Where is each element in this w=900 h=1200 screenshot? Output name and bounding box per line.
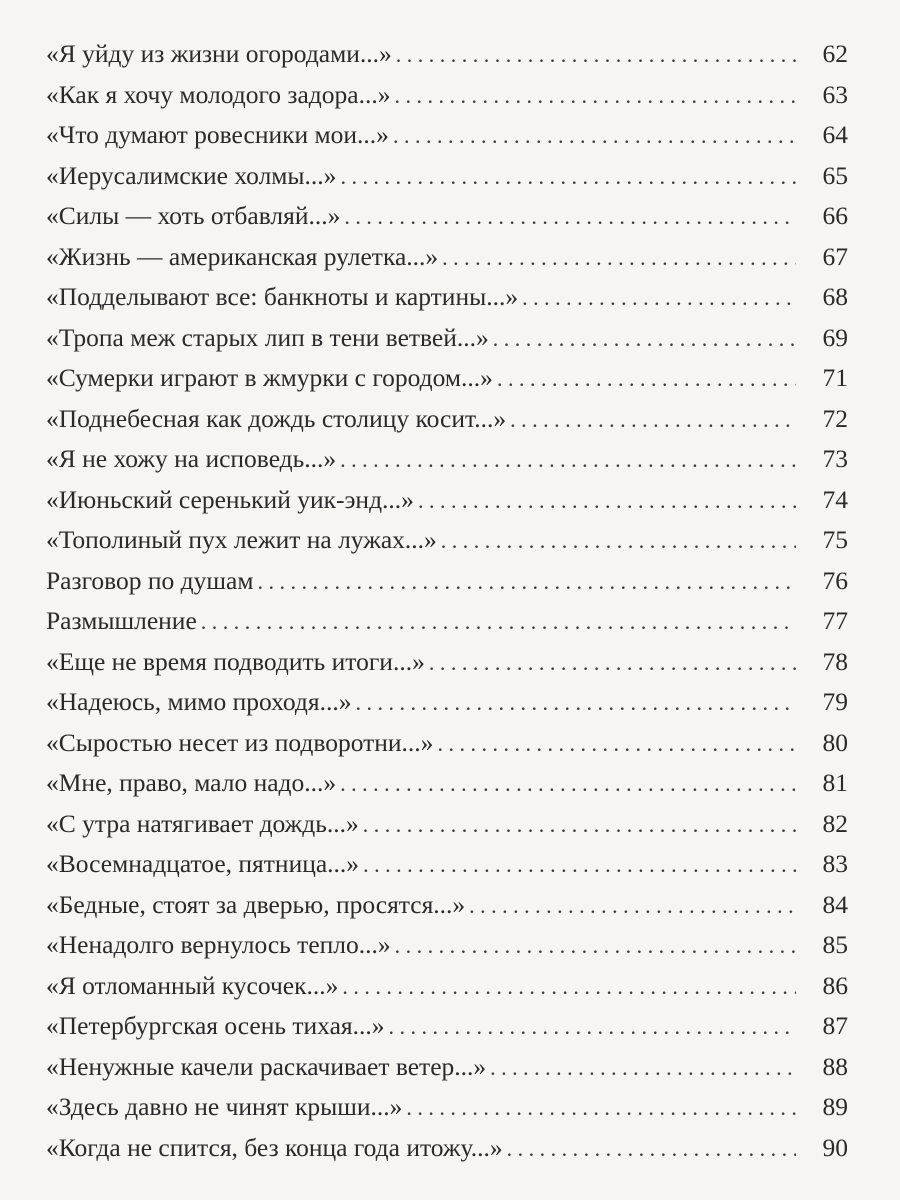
toc-entry: [46, 439, 848, 480]
toc-entry-page: 79: [822, 687, 848, 716]
dot-leader: [437, 724, 796, 765]
toc-entry: [46, 561, 848, 602]
toc-entry: [46, 196, 848, 237]
toc-entry: [46, 1006, 848, 1047]
toc-entry-page: 73: [822, 444, 848, 473]
toc-entry-page: 69: [822, 322, 848, 352]
toc-entry-title: «Силы — хоть отбавляй...»: [46, 201, 341, 230]
toc-entry-title: «Что думают ровесники мои...»: [46, 120, 389, 149]
toc-entry-page: 71: [822, 363, 848, 392]
dot-leader: [340, 764, 796, 805]
toc-entry-page: 85: [822, 930, 848, 959]
toc-entry-title: «Тропа меж старых лип в тени ветвей...»: [46, 322, 489, 352]
toc-entry: [46, 156, 848, 197]
toc-entry-page: 72: [822, 403, 848, 433]
dot-leader: [442, 238, 796, 279]
toc-entry-title: «Подделывают все: банкноты и картины...»: [46, 282, 519, 311]
toc-entry-page: 67: [822, 241, 848, 271]
toc-entry-title: «Мне, право, мало надо...»: [46, 768, 337, 797]
toc-entry-title: «Я отломанный кусочек...»: [46, 970, 339, 1000]
dot-leader: [418, 481, 796, 522]
toc-entry-page: 63: [822, 79, 848, 109]
toc-entry: [46, 804, 848, 845]
toc-entry-title: «Еще не время подводить итоги...»: [46, 646, 425, 676]
toc-entry-title: Размышление: [46, 606, 197, 635]
dot-leader: [497, 359, 796, 400]
toc-entry-title: «Иерусалимские холмы...»: [46, 160, 337, 190]
dot-leader: [469, 886, 796, 927]
toc-entry-page: 83: [822, 849, 848, 878]
dot-leader: [342, 967, 796, 1008]
toc-entry: [46, 682, 848, 723]
dot-leader: [493, 319, 796, 360]
toc-entry-title: «Ненадолго вернулось тепло...»: [46, 930, 391, 959]
dot-leader: [490, 1048, 796, 1089]
toc-entry-page: 76: [822, 565, 848, 595]
dot-leader: [363, 845, 796, 886]
dot-leader: [429, 643, 796, 684]
toc-entry-title: «Тополиный пух лежит на лужах...»: [46, 525, 437, 554]
toc-entry-page: 62: [822, 39, 848, 68]
toc-entry-page: 87: [822, 1011, 848, 1040]
toc-entry-page: 89: [822, 1092, 848, 1121]
toc-entry-title: «Бедные, стоят за дверью, просятся...»: [46, 889, 466, 919]
dot-leader: [406, 1088, 796, 1129]
toc-entry: [46, 763, 848, 804]
toc-entry: [46, 642, 848, 683]
toc-entry: [46, 1047, 848, 1088]
dot-leader: [340, 440, 796, 481]
toc-entry-title: Разговор по душам: [46, 565, 254, 595]
dot-leader: [395, 926, 796, 967]
toc-entry-page: 84: [822, 889, 848, 919]
toc-entry-title: «Сыростью несет из подворотни...»: [46, 727, 434, 757]
dot-leader: [510, 400, 796, 441]
toc-entry-title: «Я не хожу на исповедь...»: [46, 444, 337, 473]
dot-leader: [363, 805, 796, 846]
toc-entry-page: 77: [822, 606, 848, 635]
dot-leader: [394, 76, 796, 117]
toc-entry: [46, 844, 848, 885]
toc-entry: [46, 480, 848, 521]
dot-leader: [396, 35, 796, 76]
toc-entry: [46, 1087, 848, 1128]
toc-entry-title: «Как я хочу молодого задора...»: [46, 79, 391, 109]
table-of-contents: [46, 34, 848, 1168]
toc-entry-title: «Ненужные качели раскачивает ветер...»: [46, 1051, 487, 1081]
toc-entry-title: «С утра натягивает дождь...»: [46, 808, 359, 838]
dot-leader: [522, 278, 796, 319]
toc-entry: [46, 601, 848, 642]
toc-entry-title: «Здесь давно не чинят крыши...»: [46, 1092, 403, 1121]
toc-entry: [46, 399, 848, 440]
dot-leader: [344, 197, 796, 238]
toc-entry: [46, 885, 848, 926]
toc-entry-page: 74: [822, 484, 848, 514]
dot-leader: [201, 602, 796, 643]
toc-entry-page: 64: [822, 120, 848, 149]
toc-entry: [46, 34, 848, 75]
toc-entry-title: «Жизнь — американская рулетка...»: [46, 241, 439, 271]
toc-entry-page: 88: [822, 1051, 848, 1081]
toc-entry-title: «Когда не спится, без конца года итожу...»: [46, 1132, 503, 1162]
toc-entry-page: 68: [822, 282, 848, 311]
toc-entry-page: 75: [822, 525, 848, 554]
dot-leader: [507, 1129, 796, 1170]
dot-leader: [441, 521, 796, 562]
toc-entry-page: 82: [822, 808, 848, 838]
toc-entry-title: «Надеюсь, мимо проходя...»: [46, 687, 352, 716]
toc-entry-page: 78: [822, 646, 848, 676]
toc-entry-title: «Сумерки играют в жмурки с городом...»: [46, 363, 493, 392]
toc-entry: [46, 1128, 848, 1169]
dot-leader: [393, 116, 796, 157]
toc-entry-page: 90: [822, 1132, 848, 1162]
toc-entry-title: «Петербургская осень тихая...»: [46, 1011, 385, 1040]
dot-leader: [257, 562, 796, 603]
toc-entry: [46, 358, 848, 399]
dot-leader: [389, 1007, 796, 1048]
toc-entry: [46, 925, 848, 966]
toc-entry-page: 81: [822, 768, 848, 797]
dot-leader: [355, 683, 796, 724]
toc-entry: [46, 237, 848, 278]
toc-entry: [46, 318, 848, 359]
toc-entry-page: 65: [822, 160, 848, 190]
toc-entry-title: «Восемнадцатое, пятница...»: [46, 849, 360, 878]
dot-leader: [340, 157, 796, 198]
toc-entry-page: 66: [822, 201, 848, 230]
toc-entry: [46, 966, 848, 1007]
toc-entry: [46, 277, 848, 318]
toc-entry-page: 80: [822, 727, 848, 757]
toc-entry: [46, 723, 848, 764]
toc-entry-page: 86: [822, 970, 848, 1000]
toc-entry-title: «Июньский серенький уик-энд...»: [46, 484, 414, 514]
toc-entry: [46, 520, 848, 561]
toc-entry: [46, 115, 848, 156]
toc-entry-title: «Я уйду из жизни огородами...»: [46, 39, 392, 68]
toc-entry: [46, 75, 848, 116]
toc-entry-title: «Поднебесная как дождь столицу косит...»: [46, 403, 507, 433]
